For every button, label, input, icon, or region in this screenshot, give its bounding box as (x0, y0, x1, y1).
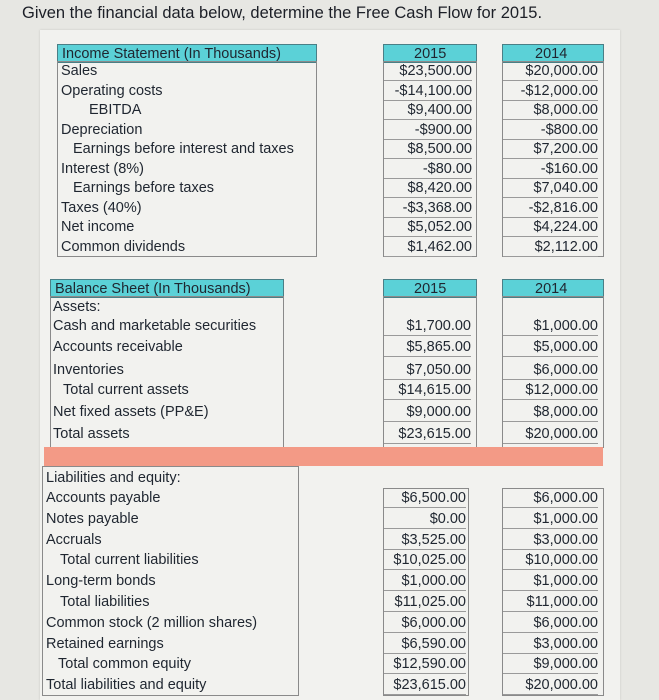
cell-border (503, 569, 598, 570)
question-text: Given the financial data below, determine the Free Cash Flow for 2015. (22, 4, 543, 22)
value-2015: -$80.00 (422, 160, 472, 177)
income-year-2015: 2015 (414, 46, 447, 62)
cell-border (384, 632, 466, 633)
highlight-separator-row (44, 447, 603, 466)
cell-border (503, 335, 598, 336)
row-label: Retained earnings (46, 635, 164, 652)
income-statement-title: Income Statement (In Thousands) (62, 46, 281, 62)
cell-border (384, 379, 471, 380)
value-2015: -$14,100.00 (394, 82, 472, 99)
value-2014: $20,000.00 (525, 63, 598, 79)
value-2015: $11,025.00 (394, 594, 466, 610)
row-label: Common stock (2 million shares) (46, 614, 258, 631)
cell-border (503, 421, 598, 422)
value-2015: $8,500.00 (407, 141, 472, 157)
cell-border (384, 694, 466, 695)
value-2015: $1,000.00 (401, 573, 466, 590)
row-label: Total current liabilities (60, 552, 199, 569)
row-label: Total assets (53, 426, 130, 442)
value-2014: $8,000.00 (533, 102, 598, 118)
cell-border (503, 673, 598, 674)
value-2015: $23,615.00 (398, 426, 471, 442)
value-2014: $6,000.00 (533, 490, 598, 506)
value-2015: $14,615.00 (398, 382, 471, 398)
cell-border (503, 528, 598, 529)
cell-border (384, 653, 466, 654)
cell-border (503, 256, 598, 257)
value-2015: $9,400.00 (407, 102, 472, 118)
value-2014: -$12,000.00 (520, 82, 598, 99)
cell-border (503, 399, 598, 400)
value-2015: -$900.00 (414, 121, 472, 138)
value-2014: $3,000.00 (533, 531, 598, 548)
value-2015: $9,000.00 (406, 404, 471, 420)
cell-border (503, 611, 598, 612)
value-2014: $8,000.00 (533, 404, 598, 420)
value-2014: -$800.00 (540, 121, 598, 138)
cell-border (384, 673, 466, 674)
value-2014: $20,000.00 (525, 426, 598, 442)
row-label: Accounts payable (46, 490, 161, 506)
value-2014: $3,000.00 (533, 635, 598, 652)
cell-border (503, 356, 598, 357)
row-label: Depreciation (61, 121, 143, 138)
cell-border (503, 694, 598, 695)
liabilities-section-label: Liabilities and equity: (46, 470, 181, 486)
assets-section-label: Assets: (53, 299, 101, 315)
cell-border (384, 590, 466, 591)
cell-border (384, 549, 466, 550)
value-2015: $6,500.00 (401, 490, 466, 506)
value-2014: $7,200.00 (533, 141, 598, 157)
value-2015: $6,590.00 (401, 635, 466, 652)
value-2014: $1,000.00 (533, 510, 598, 527)
row-label: Common dividends (61, 238, 186, 255)
value-2014: $1,000.00 (533, 573, 598, 590)
row-label: Inventories (53, 362, 124, 378)
value-2014: -$160.00 (540, 160, 598, 177)
value-2014: $10,000.00 (525, 552, 598, 569)
row-label: Notes payable (46, 510, 139, 527)
value-2014: $2,112.00 (534, 238, 598, 255)
value-2015: $5,865.00 (406, 339, 471, 355)
value-2014: -$2,816.00 (528, 199, 598, 216)
value-2014: $11,000.00 (526, 594, 598, 610)
value-2014: $20,000.00 (525, 677, 598, 694)
row-label: Net income (61, 219, 135, 235)
value-2015: $12,590.00 (393, 656, 466, 673)
row-label: Total current assets (63, 382, 189, 398)
value-2015: $23,615.00 (393, 677, 466, 694)
value-2015: $7,050.00 (406, 362, 471, 378)
cell-border (503, 507, 598, 508)
balance-sheet-title: Balance Sheet (In Thousands) (55, 281, 251, 297)
cell-border (384, 569, 466, 570)
row-label: Earnings before interest and taxes (73, 141, 294, 157)
cell-border (503, 379, 598, 380)
row-label: Net fixed assets (PP&E) (53, 404, 209, 420)
cell-border (503, 443, 598, 444)
value-2014: $1,000.00 (533, 318, 598, 334)
cell-border (384, 421, 471, 422)
value-2014: $6,000.00 (533, 362, 598, 378)
cell-border (384, 507, 466, 508)
row-label: Accruals (46, 531, 102, 548)
value-2014: $9,000.00 (533, 656, 598, 673)
income-year-2014: 2014 (535, 46, 568, 62)
value-2015: $0.00 (429, 510, 466, 527)
row-label: Total liabilities and equity (46, 677, 207, 694)
cell-border (384, 256, 472, 257)
value-2015: $23,500.00 (399, 63, 472, 79)
value-2014: $12,000.00 (525, 382, 598, 398)
row-label: Cash and marketable securities (53, 318, 257, 334)
value-2014: $7,040.00 (533, 180, 598, 196)
row-label: Sales (61, 63, 98, 79)
cell-border (503, 549, 598, 550)
value-2015: -$3,368.00 (402, 199, 472, 216)
value-2014: $5,000.00 (533, 339, 598, 355)
cell-border (384, 356, 471, 357)
value-2015: $10,025.00 (393, 552, 466, 569)
row-label: Accounts receivable (53, 339, 183, 355)
balance-year-2014: 2014 (535, 281, 568, 297)
cell-border (384, 335, 471, 336)
cell-border (384, 443, 471, 444)
row-label: Total common equity (58, 656, 191, 673)
cell-border (384, 399, 471, 400)
cell-border (384, 528, 466, 529)
row-label: Interest (8%) (61, 160, 144, 177)
row-label: Taxes (40%) (61, 199, 142, 216)
row-label: EBITDA (89, 102, 142, 118)
value-2015: $1,700.00 (406, 318, 471, 334)
value-2015: $6,000.00 (401, 614, 466, 631)
value-2014: $6,000.00 (533, 614, 598, 631)
row-label: Operating costs (61, 82, 163, 99)
value-2015: $5,052.00 (407, 219, 472, 235)
cell-border (503, 632, 598, 633)
row-label: Total liabilities (60, 594, 150, 610)
row-label: Long-term bonds (46, 573, 156, 590)
balance-year-2015: 2015 (414, 281, 447, 297)
cell-border (503, 590, 598, 591)
value-2015: $1,462.00 (407, 238, 472, 255)
cell-border (384, 611, 466, 612)
cell-border (503, 653, 598, 654)
value-2015: $8,420.00 (407, 180, 472, 196)
value-2014: $4,224.00 (533, 219, 598, 235)
row-label: Earnings before taxes (73, 180, 215, 196)
value-2015: $3,525.00 (401, 531, 466, 548)
